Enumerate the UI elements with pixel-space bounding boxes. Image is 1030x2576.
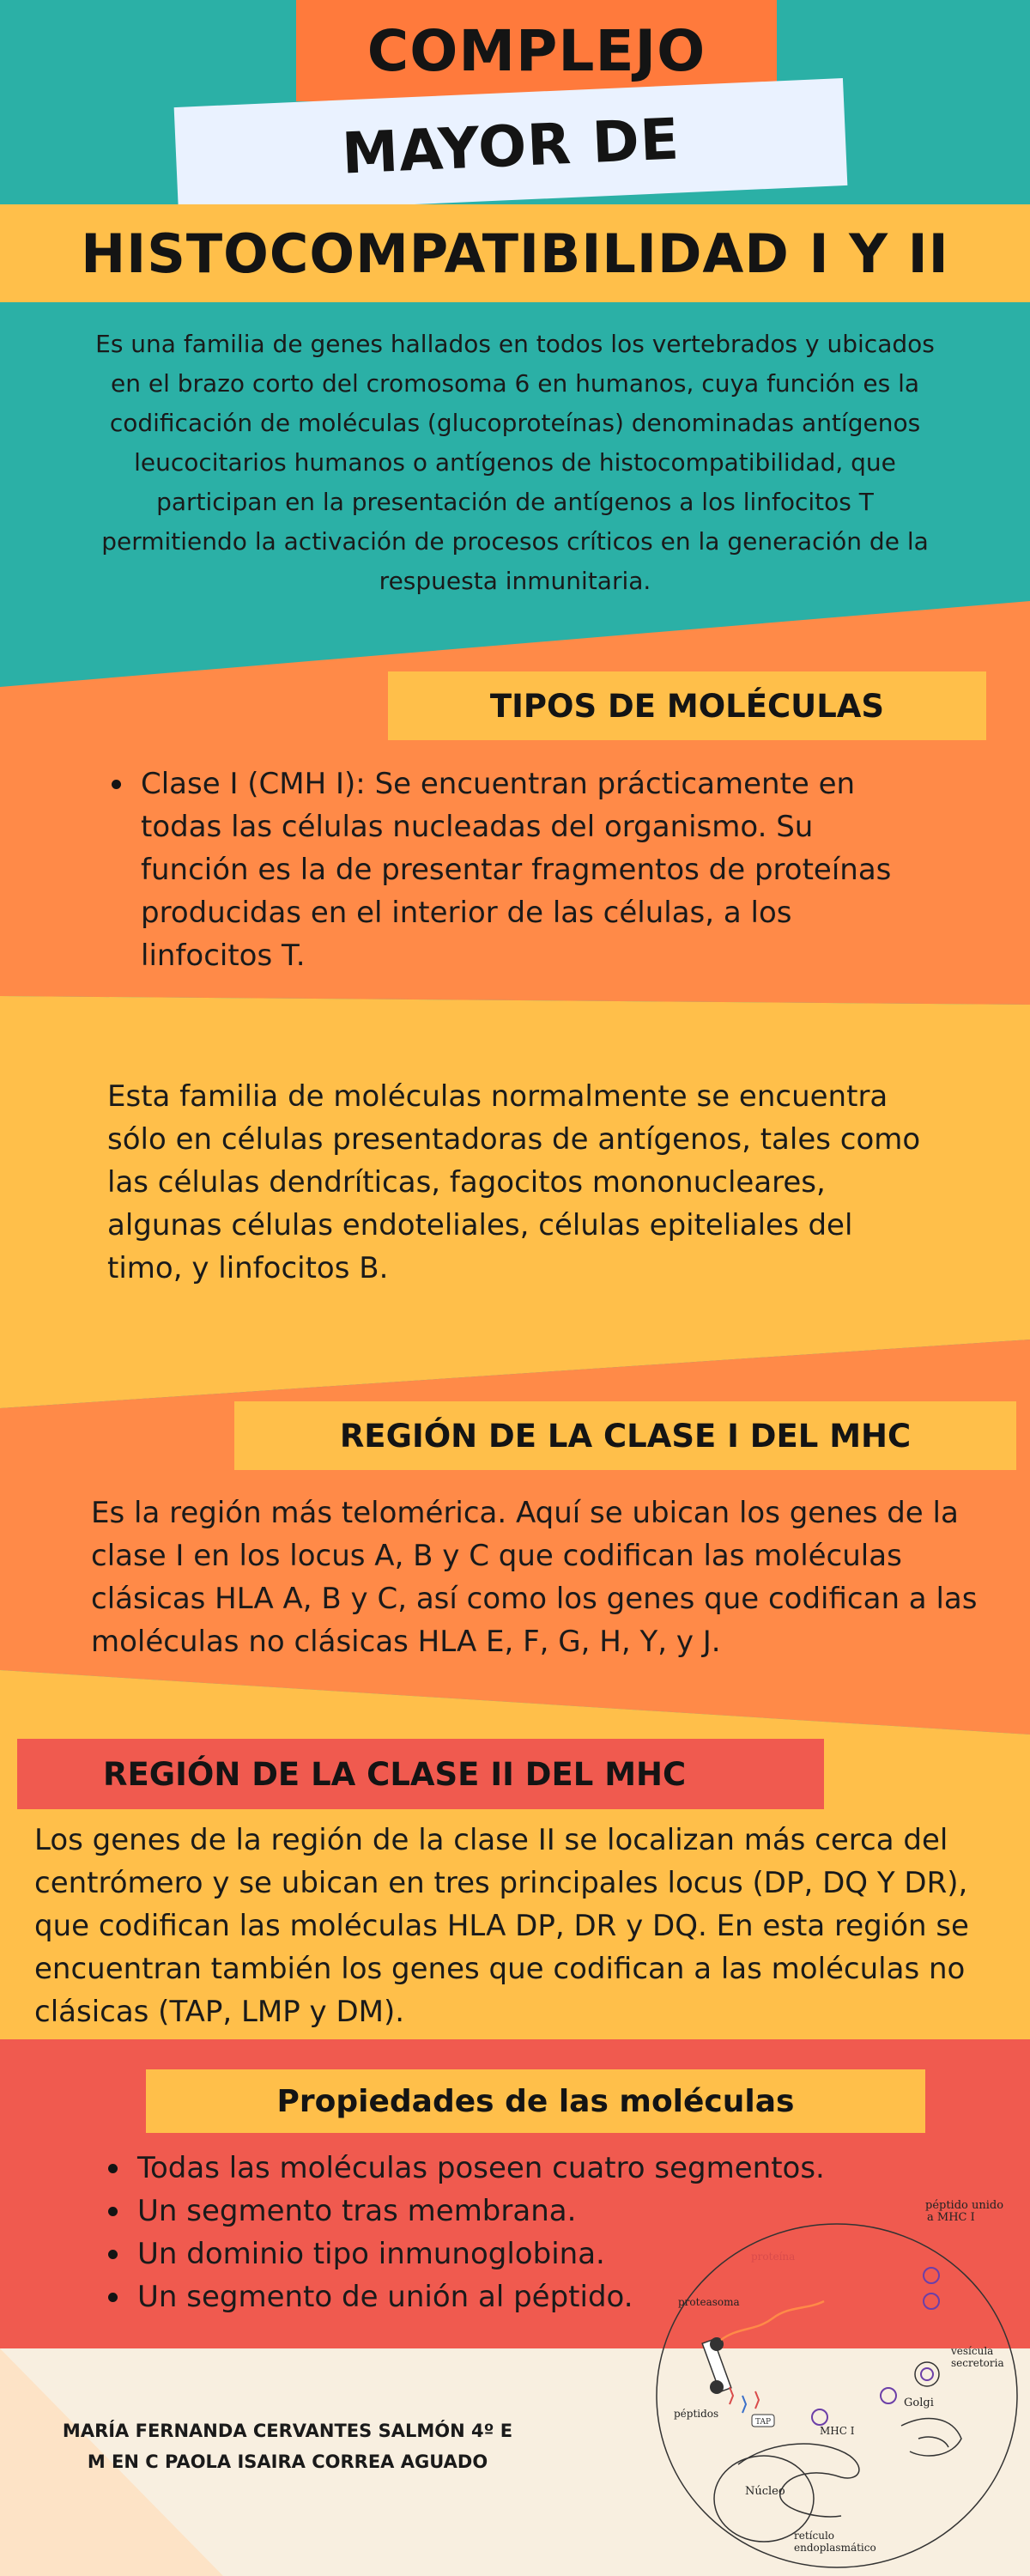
label-nucleo: Núcleo <box>745 2485 785 2498</box>
clase1-item: Clase I (CMH I): Se encuentran prácticamente en todas las células nucleadas del organismo. Su función es la de presentar fragmentos de proteínas producidas en el interior de las células, a los linfocitos T. <box>106 762 922 977</box>
label-mhc: MHC I <box>820 2425 855 2437</box>
propiedad-item: Todas las moléculas poseen cuatro segmentos. <box>103 2147 893 2190</box>
title-line-3: HISTOCOMPATIBILIDAD I Y II <box>0 204 1030 302</box>
intro-paragraph: Es una familia de genes hallados en todos los vertebrados y ubicados en el brazo corto del cromosoma 6 en humanos, cuya función es la codificación de moléculas (glucoproteínas) denominadas antígenos leucocitarios humanos o antígenos de histocompatibilidad, que participan en la presentación de antígenos a los linfocitos T permitiendo la activación de procesos críticos en la generación de la respuesta inmunitaria. <box>95 330 935 595</box>
label-peptido-1: péptido unido <box>925 2199 1004 2212</box>
proteasome-cap-bottom <box>710 2380 724 2394</box>
authors-block <box>34 2415 541 2477</box>
propiedad-item: Un segmento tras membrana. <box>103 2190 893 2233</box>
label-reticulo-2: endoplasmático <box>794 2542 876 2554</box>
label-peptidos: péptidos <box>674 2408 719 2420</box>
label-tap: TAP <box>754 2418 772 2427</box>
mhc-cell-diagram <box>644 2181 1021 2576</box>
peptide-fragment <box>742 2396 746 2413</box>
tipos-heading: TIPOS DE MOLÉCULAS <box>388 671 986 740</box>
title-line-2: MAYOR DE <box>174 78 848 215</box>
mhc-molecule <box>924 2268 939 2283</box>
mhc-molecule <box>812 2409 827 2425</box>
author-line-1: MARÍA FERNANDA CERVANTES SALMÓN 4º E <box>62 2421 513 2441</box>
familia-paragraph: Esta familia de moléculas normalmente se encuentra sólo en células presentadoras de antígenos, tales como las células dendríticas, fagocitos mononucleares, algunas células endoteliales, células epiteliales del timo, y linfocitos B. <box>107 1079 921 1285</box>
clase1-list <box>106 762 922 977</box>
label-reticulo-1: retículo <box>794 2530 835 2542</box>
propiedad-item: Un dominio tipo inmunoglobina. <box>103 2233 893 2275</box>
region-clase1-text: Es la región más telomérica. Aquí se ubican los genes de la clase I en los locus A, B y C que codifican las moléculas clásicas HLA A, B y C, así como los genes que codifican a las moléculas no clásicas HLA E, F, G, H, Y, y J. <box>91 1496 978 1659</box>
region-clase2-text: Los genes de la región de la clase II se localizan más cerca del centrómero y se ubican en tres principales locus (DP, DQ Y DR), que codifican las moléculas HLA DP, DR y DQ. En esta región se encuentran también los genes que codifican a las moléculas no clásicas (TAP, LMP y DM). <box>34 1823 969 2029</box>
peptide-fragment <box>730 2387 733 2404</box>
label-proteasoma: proteasoma <box>678 2296 740 2308</box>
reticulum-shape <box>738 2444 859 2517</box>
label-peptido-2: a MHC I <box>927 2211 975 2224</box>
golgi-shape-inner <box>918 2437 948 2447</box>
mhc-molecule <box>921 2368 933 2380</box>
label-golgi: Golgi <box>904 2397 934 2409</box>
propiedades-heading: Propiedades de las moléculas <box>146 2069 925 2133</box>
vesicle-shape <box>915 2362 939 2386</box>
label-vesicula-2: secretoria <box>951 2357 1004 2369</box>
peptide-fragment <box>755 2391 759 2409</box>
label-proteina: proteína <box>751 2251 796 2263</box>
mhc-molecule <box>881 2388 896 2403</box>
region-clase2-heading: REGIÓN DE LA CLASE II DEL MHC <box>17 1739 824 1809</box>
label-vesicula-1: vesícula <box>951 2345 994 2357</box>
title-line-1: COMPLEJO <box>296 0 777 101</box>
propiedad-item: Un segmento de unión al péptido. <box>103 2275 893 2318</box>
nucleus-shape <box>714 2456 814 2542</box>
mhc-molecule <box>924 2293 939 2309</box>
author-line-2: M EN C PAOLA ISAIRA CORREA AGUADO <box>87 2451 488 2472</box>
region-clase1-heading: REGIÓN DE LA CLASE I DEL MHC <box>234 1401 1016 1470</box>
